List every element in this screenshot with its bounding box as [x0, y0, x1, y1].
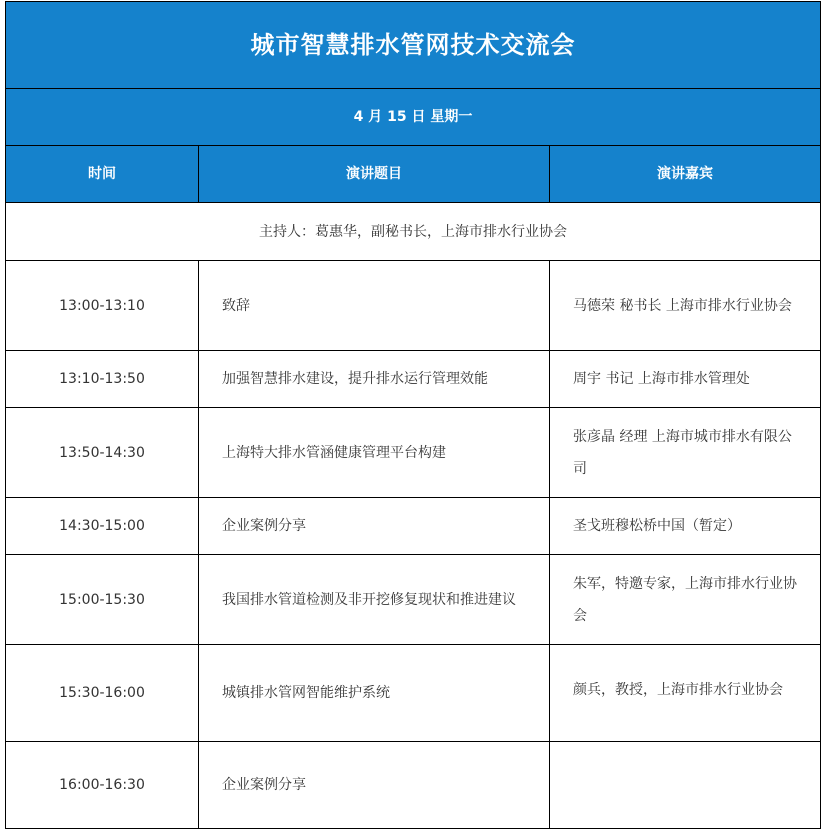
event-date: 4 月 15 日 星期一 — [6, 89, 821, 146]
table-row — [6, 645, 821, 742]
date-row — [6, 89, 821, 146]
agenda-table — [5, 1, 821, 829]
column-header-row — [6, 146, 821, 203]
session-time: 16:00-16:30 — [6, 742, 199, 829]
session-topic: 我国排水管道检测及非开挖修复现状和推进建议 — [199, 555, 550, 645]
session-time: 15:00-15:30 — [6, 555, 199, 645]
session-speaker: 张彦晶 经理 上海市城市排水有限公司 — [550, 408, 821, 498]
session-time: 13:10-13:50 — [6, 351, 199, 408]
session-speaker: 马德荣 秘书长 上海市排水行业协会 — [550, 261, 821, 351]
session-speaker: 周宇 书记 上海市排水管理处 — [550, 351, 821, 408]
session-time: 13:50-14:30 — [6, 408, 199, 498]
session-topic: 上海特大排水管涵健康管理平台构建 — [199, 408, 550, 498]
title-row — [6, 2, 821, 89]
column-header-topic: 演讲题目 — [199, 146, 550, 203]
session-speaker: 朱军，特邀专家，上海市排水行业协会 — [550, 555, 821, 645]
session-time: 13:00-13:10 — [6, 261, 199, 351]
table-row — [6, 408, 821, 498]
session-speaker — [550, 742, 821, 829]
table-row — [6, 742, 821, 829]
session-time: 14:30-15:00 — [6, 498, 199, 555]
session-speaker: 颜兵，教授，上海市排水行业协会 — [550, 645, 821, 742]
event-title: 城市智慧排水管网技术交流会 — [6, 2, 821, 89]
table-row — [6, 261, 821, 351]
session-topic: 企业案例分享 — [199, 742, 550, 829]
session-speaker: 圣戈班穆松桥中国（暂定） — [550, 498, 821, 555]
column-header-speaker: 演讲嘉宾 — [550, 146, 821, 203]
table-row — [6, 555, 821, 645]
session-topic: 城镇排水管网智能维护系统 — [199, 645, 550, 742]
host-info: 主持人：葛惠华，副秘书长，上海市排水行业协会 — [6, 203, 821, 261]
table-row — [6, 351, 821, 408]
host-row — [6, 203, 821, 261]
table-row — [6, 498, 821, 555]
session-topic: 企业案例分享 — [199, 498, 550, 555]
column-header-time: 时间 — [6, 146, 199, 203]
session-topic: 加强智慧排水建设，提升排水运行管理效能 — [199, 351, 550, 408]
session-topic: 致辞 — [199, 261, 550, 351]
session-time: 15:30-16:00 — [6, 645, 199, 742]
